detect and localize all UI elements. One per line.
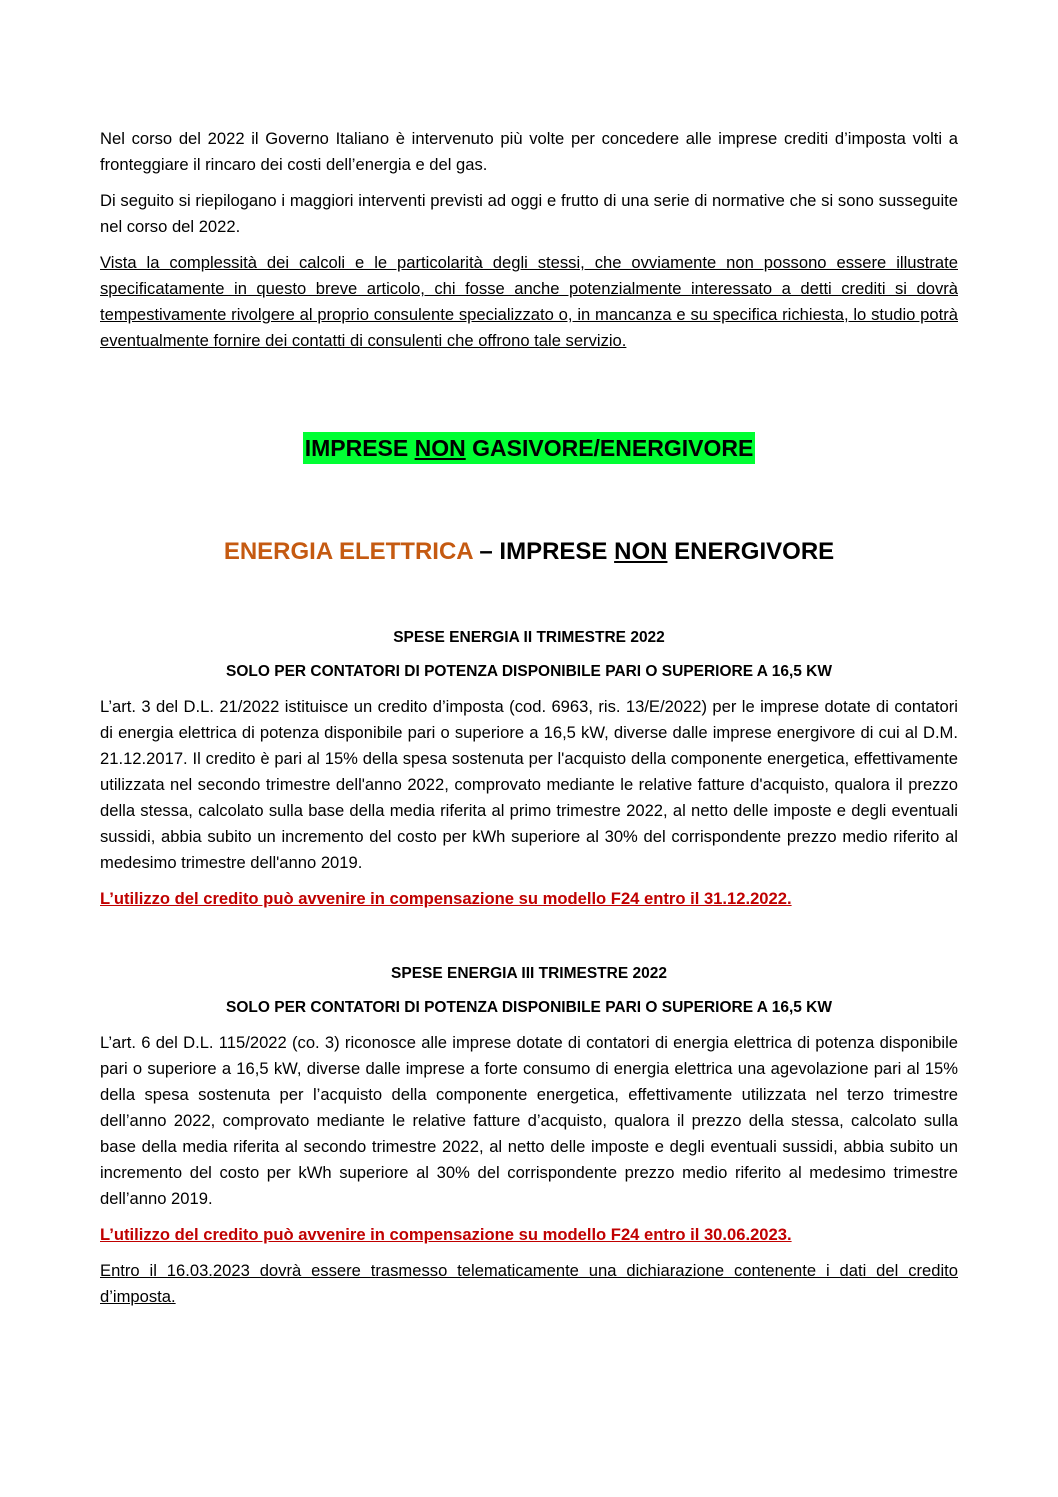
section1-subtitle: SOLO PER CONTATORI DI POTENZA DISPONIBILE PARI O SUPERIORE A 16,5 KW <box>226 663 832 680</box>
intro-paragraph-3: Vista la complessità dei calcoli e le particolarità degli stessi, che ovviamente non possono essere illustrate specificatamente in questo breve articolo, chi fosse anche potenzialmente interessato a detti crediti si dovrà tempestivamente rivolgere al proprio consulente specializzato o, in mancanza e su specifica richiesta, lo studio potrà eventualmente fornire dei contatti di consulenti che offrono tale servizio. <box>100 253 958 350</box>
heading-post: ENERGIVORE <box>667 538 835 565</box>
heading-non: NON <box>614 538 668 565</box>
section-banner <box>303 432 756 464</box>
section2-note: L’utilizzo del credito può avvenire in compensazione su modello F24 entro il 30.06.2023. <box>100 1225 792 1244</box>
section1-body: L’art. 3 del D.L. 21/2022 istituisce un credito d’imposta (cod. 6963, ris. 13/E/2022) per le imprese dotate di contatori di energia elettrica di potenza disponibile pari o superiore a 16,5 kW, diverse dalle imprese energivore di cui al D.M. 21.12.2017. Il credito è pari al 15% della spesa sostenuta per l'acquisto della componente energetica, effettivamente utilizzata nel secondo trimestre dell'anno 2022, comprovato mediante le relative fatture d'acquisto, qualora il prezzo della stessa, calcolato sulla base della media riferita al primo trimestre 2022, al netto delle imposte e degli eventuali sussidi, abbia subito un incremento del costo per kWh superiore al 30% del corrispondente prezzo medio riferito al medesimo trimestre dell'anno 2019. <box>100 697 958 872</box>
section2-body: L’art. 6 del D.L. 115/2022 (co. 3) riconosce alle imprese dotate di contatori di energia elettrica di potenza disponibile pari o superiore a 16,5 kW, diverse dalle imprese a forte consumo di energia elettrica una agevolazione pari al 15% della spesa sostenuta per l’acquisto della componente energetica, effettivamente utilizzata nel terzo trimestre dell’anno 2022, comprovato mediante le relative fatture d’acquisto, qualora il prezzo della stessa, calcolato sulla base della media riferita al secondo trimestre 2022, al netto delle imposte e degli eventuali sussidi, abbia subito un incremento del costo per kWh superiore al 30% del corrispondente prezzo medio riferito al medesimo trimestre dell’anno 2019. <box>100 1033 958 1208</box>
section2-title: SPESE ENERGIA III TRIMESTRE 2022 <box>391 965 667 982</box>
banner-text-pre: IMPRESE <box>304 435 415 461</box>
heading-dash: – IMPRESE <box>472 538 615 565</box>
banner-text-post: GASIVORE/ENERGIVORE <box>465 435 754 461</box>
section2-subtitle: SOLO PER CONTATORI DI POTENZA DISPONIBILE PARI O SUPERIORE A 16,5 KW <box>226 999 832 1016</box>
document-page <box>100 126 958 1310</box>
heading-energia-elettrica: ENERGIA ELETTRICA <box>223 538 473 565</box>
intro-paragraph-1: Nel corso del 2022 il Governo Italiano è intervenuto più volte per concedere alle imprese crediti d’imposta volti a fronteggiare il rincaro dei costi dell’energia e del gas. <box>100 129 958 174</box>
main-heading <box>100 536 958 568</box>
section1-title: SPESE ENERGIA II TRIMESTRE 2022 <box>393 629 665 646</box>
intro-paragraph-2: Di seguito si riepilogano i maggiori interventi previsti ad oggi e frutto di una serie di normative che si sono susseguite nel corso del 2022. <box>100 191 958 236</box>
section2-extra: Entro il 16.03.2023 dovrà essere trasmesso telematicamente una dichiarazione contenente i dati del credito d’imposta. <box>100 1261 958 1306</box>
banner-text-non: NON <box>414 435 466 461</box>
section1-note: L’utilizzo del credito può avvenire in compensazione su modello F24 entro il 31.12.2022. <box>100 889 792 908</box>
